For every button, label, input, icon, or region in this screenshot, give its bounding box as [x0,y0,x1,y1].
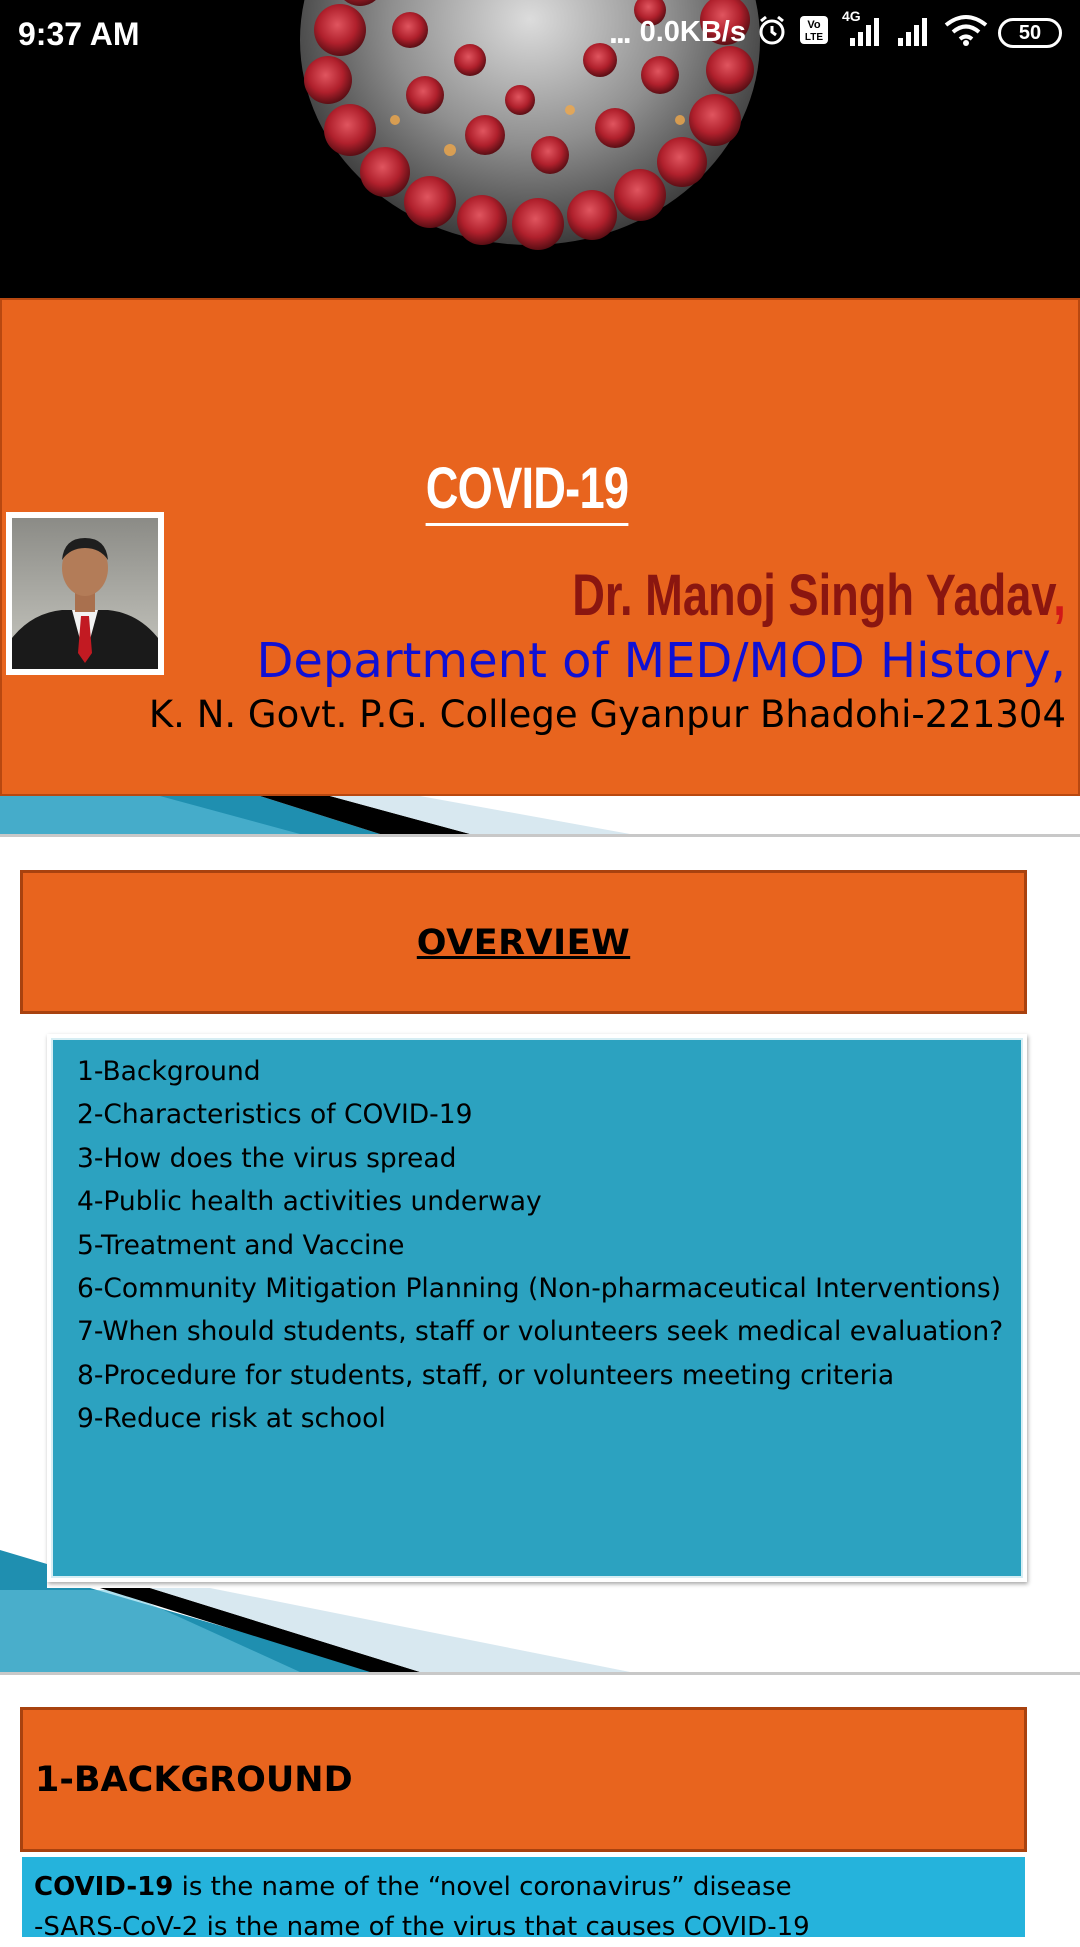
decorative-stripe [0,796,1080,838]
background-header [20,1707,1027,1852]
overview-header [20,870,1027,1014]
signal-icon [894,14,934,51]
list-item: 4-Public health activities underway [77,1186,542,1218]
decorative-stripe [0,1550,1080,1676]
svg-text:Vo: Vo [807,19,821,31]
list-item: 5-Treatment and Vaccine [77,1229,405,1261]
list-item: 7-When should students, staff or volunteers seek medical evaluation? [77,1316,1004,1348]
overview-list-box [47,1034,1027,1582]
list-item: 6-Community Mitigation Planning (Non-pharmaceutical Interventions) [77,1273,1001,1305]
network-speed: 0.0KB/s [639,16,746,48]
slide-title: COVID-19 [118,455,937,522]
battery-icon: 50 [998,18,1062,48]
author-name: Dr. Manoj Singh Yadav, [572,563,1066,628]
background-line: COVID-19 is the name of the “novel coronavirus” disease [34,1872,792,1902]
network-type-label: 4G [842,8,861,24]
author-photo [6,512,164,675]
background-body [22,1857,1025,1942]
alarm-icon [756,14,788,51]
background-heading: 1-BACKGROUND [35,1760,353,1800]
notification-dots: ... [608,14,630,50]
wifi-icon [944,14,988,51]
author-department: Department of MED/MOD History, [256,633,1066,689]
svg-text:LTE: LTE [804,32,824,43]
list-item: 1-Background [77,1056,261,1087]
list-item: 8-Procedure for students, staff, or volunteers meeting criteria [77,1359,895,1391]
background-line: -SARS-CoV-2 is the name of the virus that causes COVID-19 [34,1912,810,1942]
status-bar [0,0,1080,72]
list-item: 9-Reduce risk at school [77,1403,386,1435]
volte-icon [798,14,830,51]
author-college: K. N. Govt. P.G. College Gyanpur Bhadohi-221304 [148,693,1066,736]
signal-4g-icon [840,8,884,51]
overview-list [77,1050,1004,1441]
title-slide [0,298,1080,796]
list-item: 3-How does the virus spread [77,1142,457,1174]
overview-heading: OVERVIEW [416,923,631,963]
list-item: 2-Characteristics of COVID-19 [77,1099,473,1131]
status-time: 9:37 AM [18,16,140,52]
